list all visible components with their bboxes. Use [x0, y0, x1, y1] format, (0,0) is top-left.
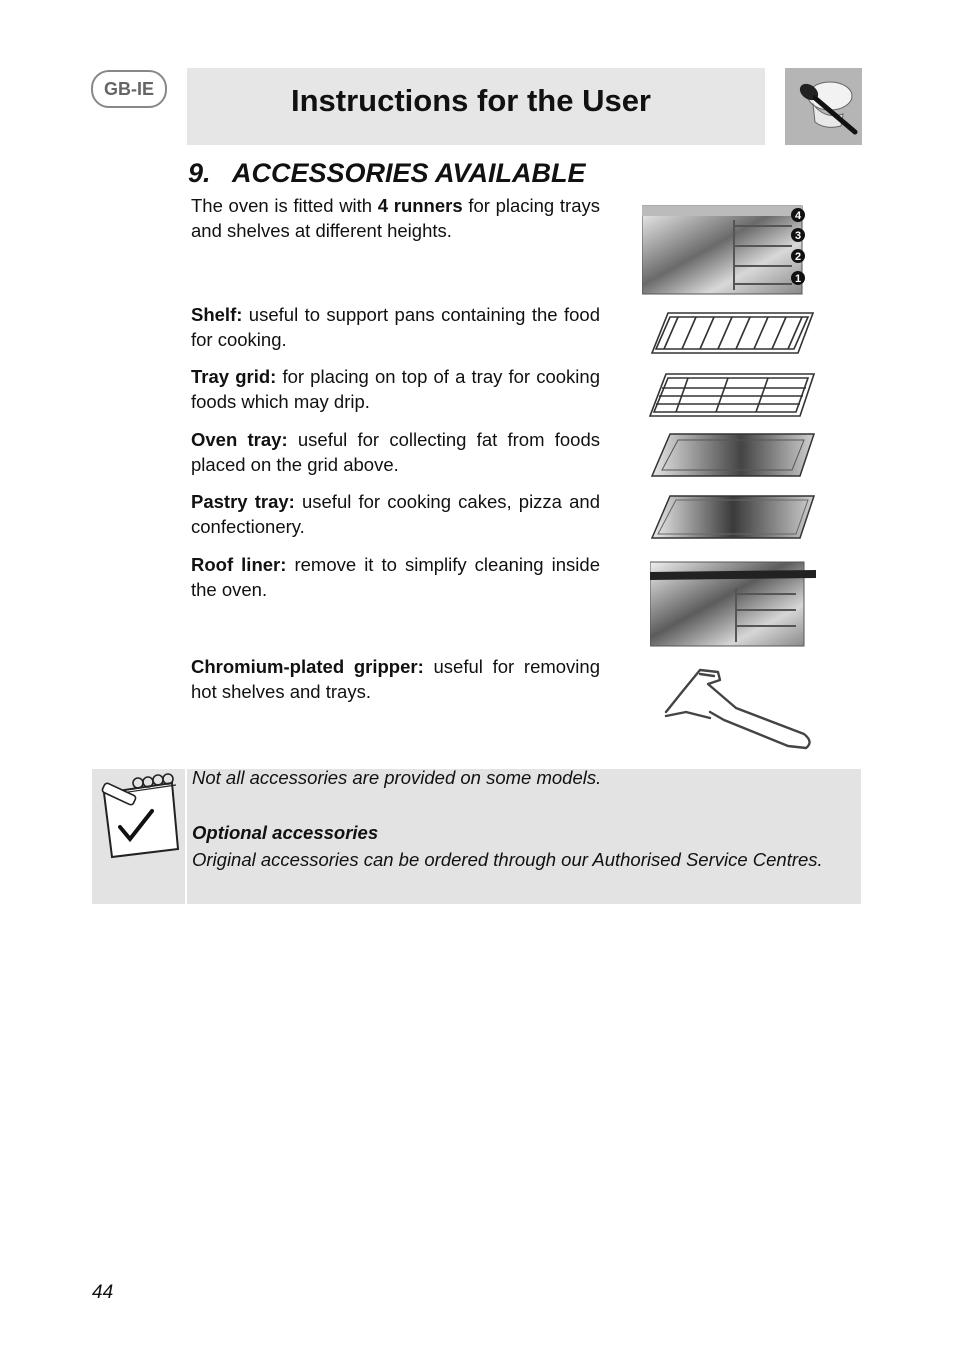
note-icon-panel	[92, 769, 185, 904]
oven-runners-icon	[642, 198, 812, 295]
note-line-2: Original accessories can be ordered through our Authorised Service Centres.	[192, 849, 823, 870]
accessory-description: useful for collecting fat from foods placed on the grid above.	[191, 429, 601, 475]
accessory-name: Roof liner:	[191, 554, 287, 575]
accessory-name: Oven tray:	[191, 429, 288, 450]
section-title: ACCESSORIES AVAILABLE	[232, 158, 586, 188]
pastry-tray-icon	[648, 492, 818, 547]
chef-spoon-icon	[785, 68, 862, 145]
note-heading: Optional accessories	[192, 822, 379, 843]
accessory-item-roof-liner	[191, 552, 600, 602]
accessory-description: remove it to simplify cleaning inside the oven.	[191, 554, 600, 600]
accessory-item-gripper	[191, 654, 600, 704]
accessory-name: Tray grid:	[191, 366, 277, 387]
tray-grid-icon	[648, 368, 818, 423]
intro-pre: The oven is fitted with	[191, 195, 378, 216]
section-number: 9.	[188, 158, 211, 188]
runner-number: 4	[794, 210, 802, 222]
header-title-bar	[187, 68, 765, 145]
accessory-description: for placing on top of a tray for cooking foods which may drip.	[191, 366, 600, 412]
intro-post: for placing trays and shelves at different heights.	[191, 195, 600, 241]
accessory-description: useful for cooking cakes, pizza and confectionery.	[191, 491, 600, 537]
roof-liner-icon	[650, 558, 818, 648]
page-number: 44	[92, 1282, 114, 1303]
notepad-check-icon	[92, 769, 185, 904]
intro-bold: 4 runners	[377, 195, 463, 216]
runner-number: 2	[794, 251, 802, 263]
oven-tray-icon	[648, 430, 818, 485]
accessory-item-oven-tray	[191, 427, 600, 477]
page-title: Instructions for the User	[291, 83, 651, 118]
accessory-item-pastry-tray	[191, 489, 600, 539]
accessory-description: useful for removing hot shelves and trays.	[191, 656, 600, 702]
intro-paragraph	[191, 193, 600, 243]
accessory-name: Chromium-plated gripper:	[191, 656, 424, 677]
oven-shelf-icon	[648, 305, 818, 360]
runner-number: 1	[794, 273, 802, 285]
accessory-name: Pastry tray:	[191, 491, 295, 512]
note-line-1: Not all accessories are provided on some models.	[192, 767, 602, 788]
accessory-item-shelf	[191, 302, 600, 352]
region-badge-label: GB-IE	[103, 78, 154, 99]
runner-number: 3	[794, 230, 802, 242]
section-heading	[188, 158, 586, 189]
accessory-description: useful to support pans containing the food for cooking.	[191, 304, 600, 350]
region-badge	[91, 70, 167, 108]
gripper-icon	[640, 660, 830, 755]
accessory-name: Shelf:	[191, 304, 243, 325]
accessory-item-tray-grid	[191, 364, 600, 414]
